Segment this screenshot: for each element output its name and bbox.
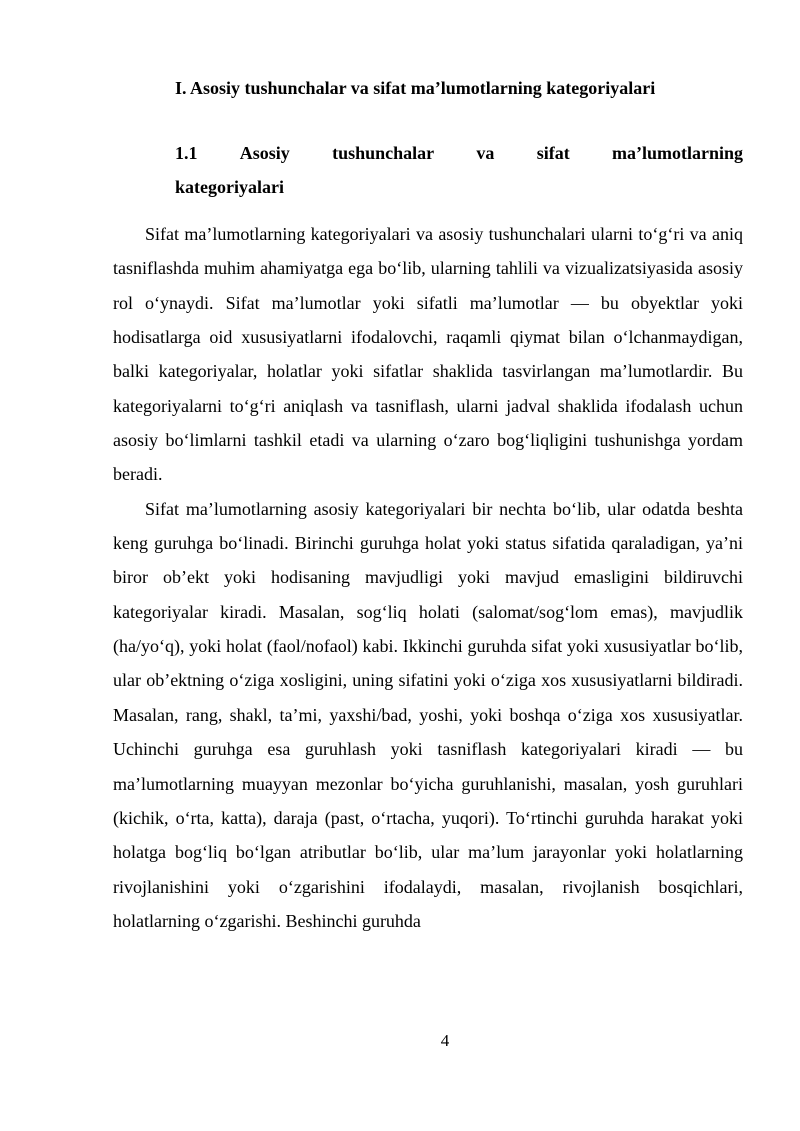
- section-title-continuation: kategoriyalari: [175, 177, 284, 197]
- section-heading: [175, 136, 743, 204]
- body-text: [113, 217, 743, 938]
- section-title-word: sifat: [536, 143, 570, 163]
- chapter-title: I. Asosiy tushunchalar va sifat ma’lumotlarning kategoriyalari: [175, 78, 656, 98]
- section-number: 1.1: [175, 143, 198, 163]
- paragraph: Sifat ma’lumotlarning asosiy kategoriyalari bir nechta bo‘lib, ular odatda beshta keng guruhga bo‘linadi. Birinchi guruhga holat yoki status sifatida qaraladigan, ya’ni biror ob’ekt yoki hodisaning mavjudligi yoki mavjud emasligini bildiruvchi kategoriyalar kiradi. Masalan, sog‘liq holati (salomat/sog‘lom emas), mavjudlik (ha/yo‘q), yoki holat (faol/nofaol) kabi. Ikkinchi guruhda sifat yoki xususiyatlar bo‘lib, ular ob’ektning o‘ziga xosligini, uning sifatini yoki o‘ziga xos xususiyatlarni bildiradi. Masalan, rang, shakl, ta’mi, yaxshi/bad, yoshi, yoki boshqa o‘ziga xos xususiyatlar. Uchinchi guruhga esa guruhlash yoki tasniflash kategoriyalari kiradi — bu ma’lumotlarning muayyan mezonlar bo‘yicha guruhlanishi, masalan, yosh guruhlari (kichik, o‘rta, katta), daraja (past, o‘rtacha, yuqori). To‘rtinchi guruhda harakat yoki holatga bog‘liq bo‘lgan atributlar bo‘lib, ular ma’lum jarayonlar yoki holatlarning rivojlanishini yoki o‘zgarishini ifodalaydi, masalan, rivojlanish bosqichlari, holatlarning o‘zgarishi. Beshinchi guruhda: [113, 498, 743, 931]
- section-heading-line: [175, 136, 743, 170]
- paragraph: Sifat ma’lumotlarning kategoriyalari va asosiy tushunchalari ularni to‘g‘ri va aniq tasniflashda muhim ahamiyatga ega bo‘lib, ularning tahlili va vizualizatsiyasida asosiy rol o‘ynaydi. Sifat ma’lumotlar yoki sifatli ma’lumotlar — bu obyektlar yoki hodisatlarga oid xususiyatlarni ifodalovchi, raqamli qiymat bilan o‘lchanmaydigan, balki kategoriyalar, holatlar yoki sifatlar shaklida tasvirlangan ma’lumotlardir. Bu kategoriyalarni to‘g‘ri aniqlash va tasniflash, ularni jadval shaklida ifodalash uchun asosiy bo‘limlarni tashkil etadi va ularning o‘zaro bog‘liqligini tushunishga yordam beradi.: [113, 224, 743, 485]
- section-title-word: va: [476, 143, 495, 163]
- page-number: 4: [440, 1031, 450, 1050]
- section-title-word: ma’lumotlarning: [611, 143, 743, 163]
- section-title-word: Asosiy: [239, 143, 290, 163]
- section-title-word: tushunchalar: [332, 143, 435, 163]
